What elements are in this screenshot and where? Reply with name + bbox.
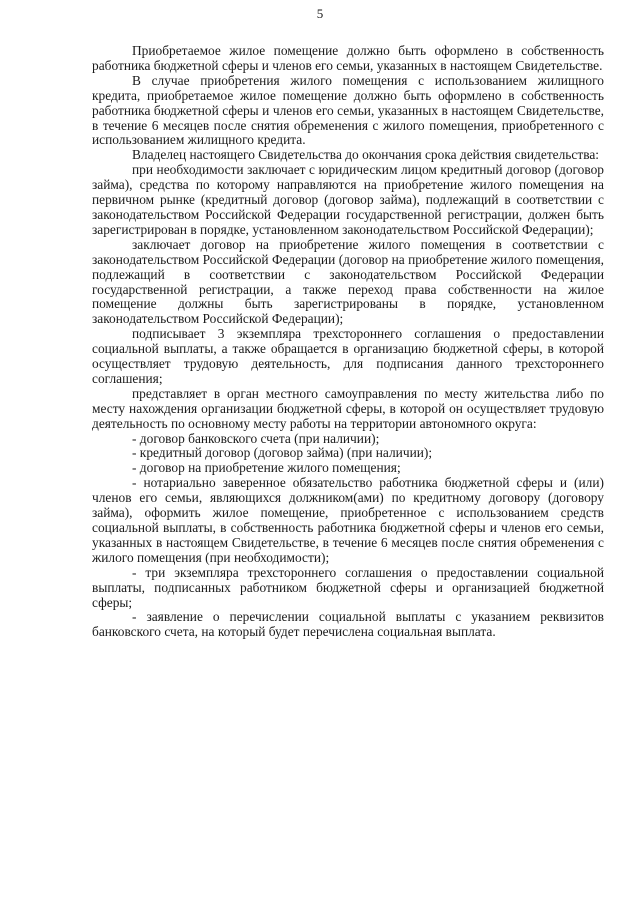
paragraph: подписывает 3 экземпляра трехстороннего соглашения о предоставлении социальной выплаты, а также обращается в организацию бюджетной сферы, в которой осуществляет трудовую деятельность, для подписания данного трехстороннего соглашения; bbox=[92, 326, 604, 386]
paragraph: заключает договор на приобретение жилого помещения в соответствии с законодательством Российской Федерации (договор на приобретение жилого помещения, подлежащий в соответствии с законодательством Российской Федерации государственной регистрации, а также переход права собственности на жилое помещение должны быть зарегистрированы в порядке, установленном законодательством Российской Федерации); bbox=[92, 236, 604, 327]
list-item: - заявление о перечислении социальной выплаты с указанием реквизитов банковского счета, на который будет перечислена социальная выплата. bbox=[92, 609, 604, 640]
paragraph: представляет в орган местного самоуправления по месту жительства либо по месту нахождения организации бюджетной сферы, в которой он осуществляет трудовую деятельность по основному месту работы на территории автономного округа: bbox=[92, 385, 604, 431]
paragraph: В случае приобретения жилого помещения с использованием жилищного кредита, приобретаемое жилое помещение должно быть оформлено в собственность работника бюджетной сферы и членов его семьи, указанных в настоящем Свидетельстве, в течение 6 месяцев после снятия обременения с жилого помещения, приобретенного с использованием жилищного кредита. bbox=[92, 72, 604, 148]
document-body bbox=[92, 44, 604, 640]
list-item: - договор банковского счета (при наличии); bbox=[132, 430, 380, 446]
paragraph: Владелец настоящего Свидетельства до окончания срока действия свидетельства: bbox=[132, 147, 600, 163]
paragraph: Приобретаемое жилое помещение должно быть оформлено в собственность работника бюджетной сферы и членов его семьи, указанных в настоящем Свидетельстве. bbox=[92, 43, 604, 73]
list-item: - три экземпляра трехстороннего соглашения о предоставлении социальной выплаты, подписанных работником бюджетной сферы и организацией бюджетной сферы; bbox=[92, 564, 604, 610]
paragraph: при необходимости заключает с юридическим лицом кредитный договор (договор займа), средства по которому направляются на приобретение жилого помещения на первичном рынке (кредитный договор (договор займа), подлежащий в соответствии с законодательством Российской Федерации государственной регистрации, должен быть зарегистрирован в порядке, установленном законодательством Российской Федерации); bbox=[92, 162, 604, 237]
page-number: 5 bbox=[316, 6, 324, 21]
list-item: - кредитный договор (договор займа) (при наличии); bbox=[132, 445, 433, 461]
list-item: - договор на приобретение жилого помещения; bbox=[132, 460, 401, 476]
list-item: - нотариально заверенное обязательство работника бюджетной сферы и (или) членов его семьи, являющихся должником(ами) по кредитному договору (договору займа), оформить жилое помещение, приобретенное с использованием средств социальной выплаты, в собственность работника бюджетной сферы и членов его семьи, указанных в настоящем Свидетельстве, в течение 6 месяцев после снятия обременения с жилого помещения (при необходимости); bbox=[92, 475, 604, 565]
